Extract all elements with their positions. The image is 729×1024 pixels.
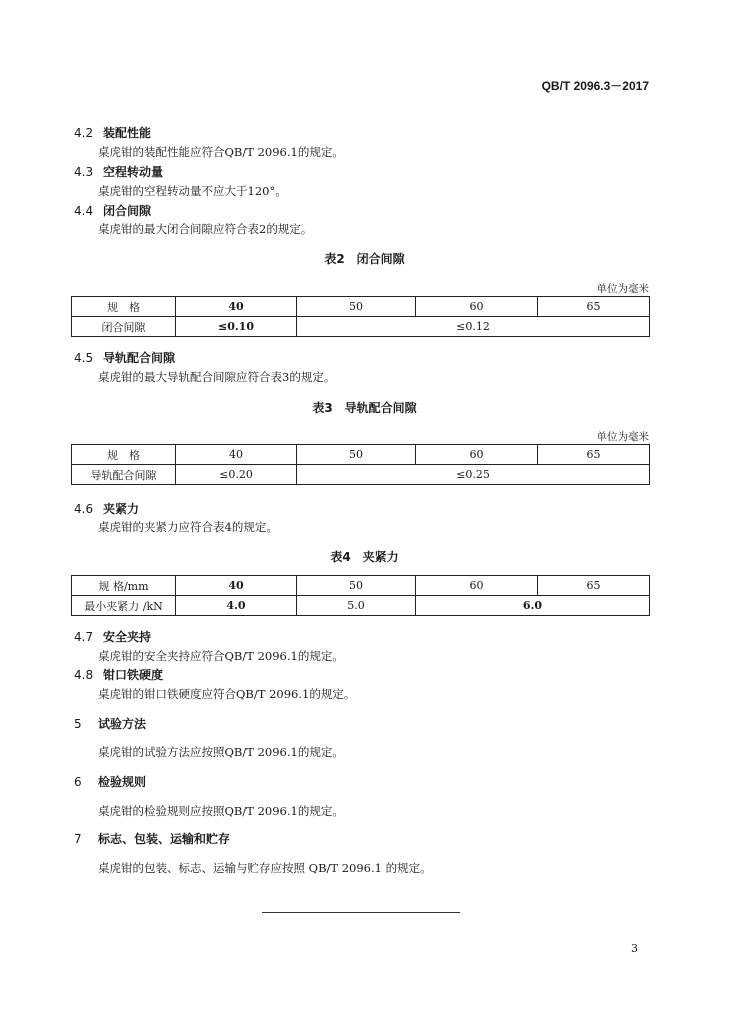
- paragraph-5: 桌虎钳的试验方法应按照QB/T 2096.1的规定。: [98, 745, 344, 759]
- header-cell: 规 格: [72, 445, 176, 465]
- paragraph-4-2: 桌虎钳的装配性能应符合QB/T 2096.1的规定。: [98, 145, 344, 159]
- value-cell: ≤0.10: [176, 317, 297, 337]
- row-label: 导轨配合间隙: [72, 465, 176, 485]
- page-number: 3: [631, 942, 638, 955]
- heading-4-8: [74, 666, 163, 683]
- heading-4-4: [74, 202, 151, 219]
- heading-4-2: [74, 124, 151, 141]
- table-header-row: [72, 576, 650, 596]
- header-cell: 65: [538, 445, 650, 465]
- header-cell: 规 格: [72, 297, 176, 317]
- paragraph-4-5: 桌虎钳的最大导轨配合间隙应符合表3的规定。: [98, 370, 336, 384]
- section-number: 4.5: [74, 351, 94, 365]
- section-number: 4.6: [74, 502, 94, 516]
- paragraph-4-4: 桌虎钳的最大闭合间隙应符合表2的规定。: [98, 222, 313, 236]
- heading-4-3: [74, 163, 163, 180]
- section-title: 夹紧力: [103, 502, 140, 516]
- table-4: [71, 575, 650, 616]
- section-title: 标志、包装、运输和贮存: [98, 832, 231, 846]
- paragraph-6: 桌虎钳的检验规则应按照QB/T 2096.1的规定。: [98, 804, 344, 818]
- header-cell: 65: [538, 576, 650, 596]
- header-cell: 65: [538, 297, 650, 317]
- paragraph-4-8: 桌虎钳的钳口铁硬度应符合QB/T 2096.1的规定。: [98, 687, 356, 701]
- table-header-row: [72, 445, 650, 465]
- table-3-unit: 单位为毫米: [596, 431, 649, 443]
- table-header-row: [72, 297, 650, 317]
- section-number: 4.8: [74, 668, 94, 682]
- table-4-caption: 表4 夹紧力: [330, 550, 399, 564]
- heading-4-5: [74, 349, 175, 366]
- heading-7: [74, 830, 230, 847]
- header-cell: 40: [176, 297, 297, 317]
- value-cell: ≤0.25: [297, 465, 650, 485]
- section-number: 5: [74, 717, 82, 731]
- heading-6: [74, 773, 146, 790]
- header-cell: 50: [297, 445, 416, 465]
- section-number: 4.4: [74, 204, 94, 218]
- end-rule: [262, 912, 460, 913]
- value-cell: ≤0.20: [176, 465, 297, 485]
- header-cell: 60: [416, 297, 538, 317]
- table-2-caption: 表2 闭合间隙: [324, 252, 405, 266]
- section-title: 空程转动量: [103, 165, 164, 179]
- row-label: 最小夹紧力 /kN: [72, 596, 176, 616]
- paragraph-4-7: 桌虎钳的安全夹持应符合QB/T 2096.1的规定。: [98, 649, 344, 663]
- paragraph-4-6: 桌虎钳的夹紧力应符合表4的规定。: [98, 520, 278, 534]
- table-row: [72, 596, 650, 616]
- row-label: 闭合间隙: [72, 317, 176, 337]
- table-3: [71, 444, 650, 485]
- section-number: 4.7: [74, 630, 94, 644]
- section-title: 导轨配合间隙: [103, 351, 176, 365]
- paragraph-7: 桌虎钳的包装、标志、运输与贮存应按照 QB/T 2096.1 的规定。: [98, 861, 432, 875]
- heading-5: [74, 715, 146, 732]
- table-row: [72, 465, 650, 485]
- header-cell: 40: [176, 445, 297, 465]
- value-cell: 5.0: [297, 596, 416, 616]
- value-cell: 4.0: [176, 596, 297, 616]
- table-2: [71, 296, 650, 337]
- section-number: 4.2: [74, 126, 94, 140]
- section-title: 装配性能: [103, 126, 152, 140]
- value-cell: ≤0.12: [297, 317, 650, 337]
- section-title: 钳口铁硬度: [103, 668, 164, 682]
- section-title: 安全夹持: [103, 630, 152, 644]
- section-number: 7: [74, 832, 82, 846]
- section-title: 试验方法: [98, 717, 147, 731]
- heading-4-6: [74, 500, 139, 517]
- header-cell: 50: [297, 297, 416, 317]
- header-cell: 40: [176, 576, 297, 596]
- section-number: 4.3: [74, 165, 94, 179]
- table-2-unit: 单位为毫米: [596, 283, 649, 295]
- section-title: 检验规则: [98, 775, 147, 789]
- table-row: [72, 317, 650, 337]
- header-cell: 60: [416, 576, 538, 596]
- header-cell: 规 格/mm: [72, 576, 176, 596]
- value-cell: 6.0: [416, 596, 650, 616]
- section-title: 闭合间隙: [103, 204, 152, 218]
- heading-4-7: [74, 628, 151, 645]
- standard-code: QB/T 2096.3－2017: [541, 79, 649, 93]
- table-3-caption: 表3 导轨配合间隙: [312, 401, 417, 415]
- section-number: 6: [74, 775, 82, 789]
- header-cell: 50: [297, 576, 416, 596]
- paragraph-4-3: 桌虎钳的空程转动量不应大于120°。: [98, 184, 287, 198]
- header-cell: 60: [416, 445, 538, 465]
